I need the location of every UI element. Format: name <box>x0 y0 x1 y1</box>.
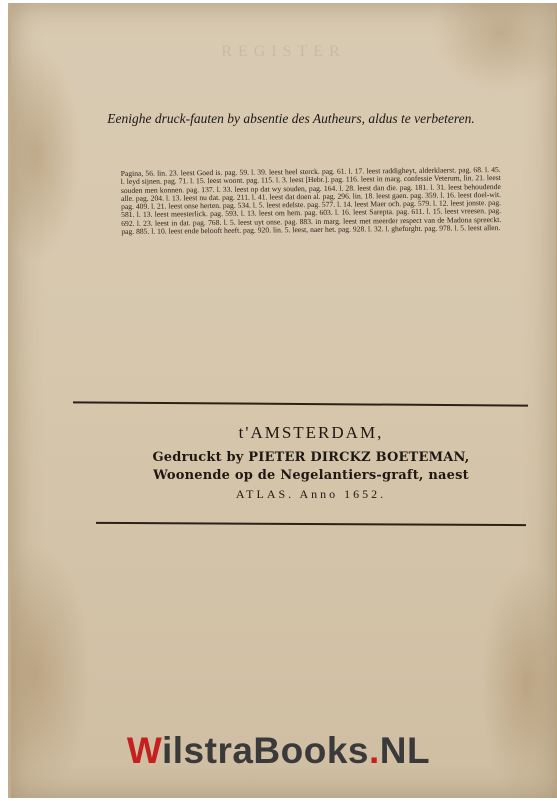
imprint-city: t'AMSTERDAM, <box>238 423 384 442</box>
imprint-block <box>91 423 531 502</box>
imprint-printer: Gedruckt by PIETER DIRCKZ BOETEMAN, <box>152 450 470 465</box>
errata-title: Eenighe druck-fauten by absentie des Autheurs, aldus te verbeteren. <box>107 111 475 126</box>
imprint-year: ATLAS. Anno 1652. <box>235 487 387 501</box>
watermark-tld: NL <box>379 730 431 771</box>
watermark-dot: . <box>369 730 380 771</box>
bottom-rule <box>96 522 526 526</box>
watermark-logo <box>0 730 557 772</box>
age-stain <box>8 43 81 263</box>
imprint-address: Woonende op de Negelantiers-graft, naest <box>153 468 469 483</box>
watermark-initial: W <box>126 730 162 771</box>
watermark-name: ilstraBooks <box>161 730 369 771</box>
book-page <box>8 3 557 798</box>
show-through-text: REGISTER <box>221 43 346 60</box>
top-rule <box>73 401 528 406</box>
errata-text: Pagina, 56. lin. 23. leest Goed is. pag. 59. l. 39. leest heel sterck. pag. 61. l. 17. leest raddigheyt, alderklaerst. pag. 68. l. 45. l. leyd sijnen. pag. 71. l. 15. leest woont. pag. 115. l. 3. leest [Hebr.]. pag. 116. leest in marg. confessie Veterum, lin. 21. leest souden men konnen. pag. 137. l. 33. leest op dat wy souden, pag. 164. l. 28. leest dan die. pag. 181. l. 31. leest behoudende alle. pag. 204. l. 13. leest nu dat. pag. 211. l. 41. leest dat doen al. pag. 296. lin. 18. leest gaen. pag. 359. l. 16. leest doel-wit. pag. 409. l. 21. leest onse herten. pag. 534. l. 5. leest edelste. pag. 577. l. 14. leest Maer och. pag. 579. l. 12. leest jonste. pag. 581. l. 13. leest meesterlick. pag. 593. l. 13. leest om hem. pag. 603. l. 16. leest Sarepta. pag. 611. l. 15. leest vreesen. pag. 692. l. 23. leest in dat. pag. 768. l. 5. leest uyt onse. pag. 883. in marg. leest met meerder respect van de Madona spreeckt. pag. 885. l. 10. leest ende belooft heeft. pag. 920. lin. 5. leest, naer het. pag. 928. l. 32. l. gheforght. pag. 978. l. 5. leest allen. <box>120 165 502 237</box>
